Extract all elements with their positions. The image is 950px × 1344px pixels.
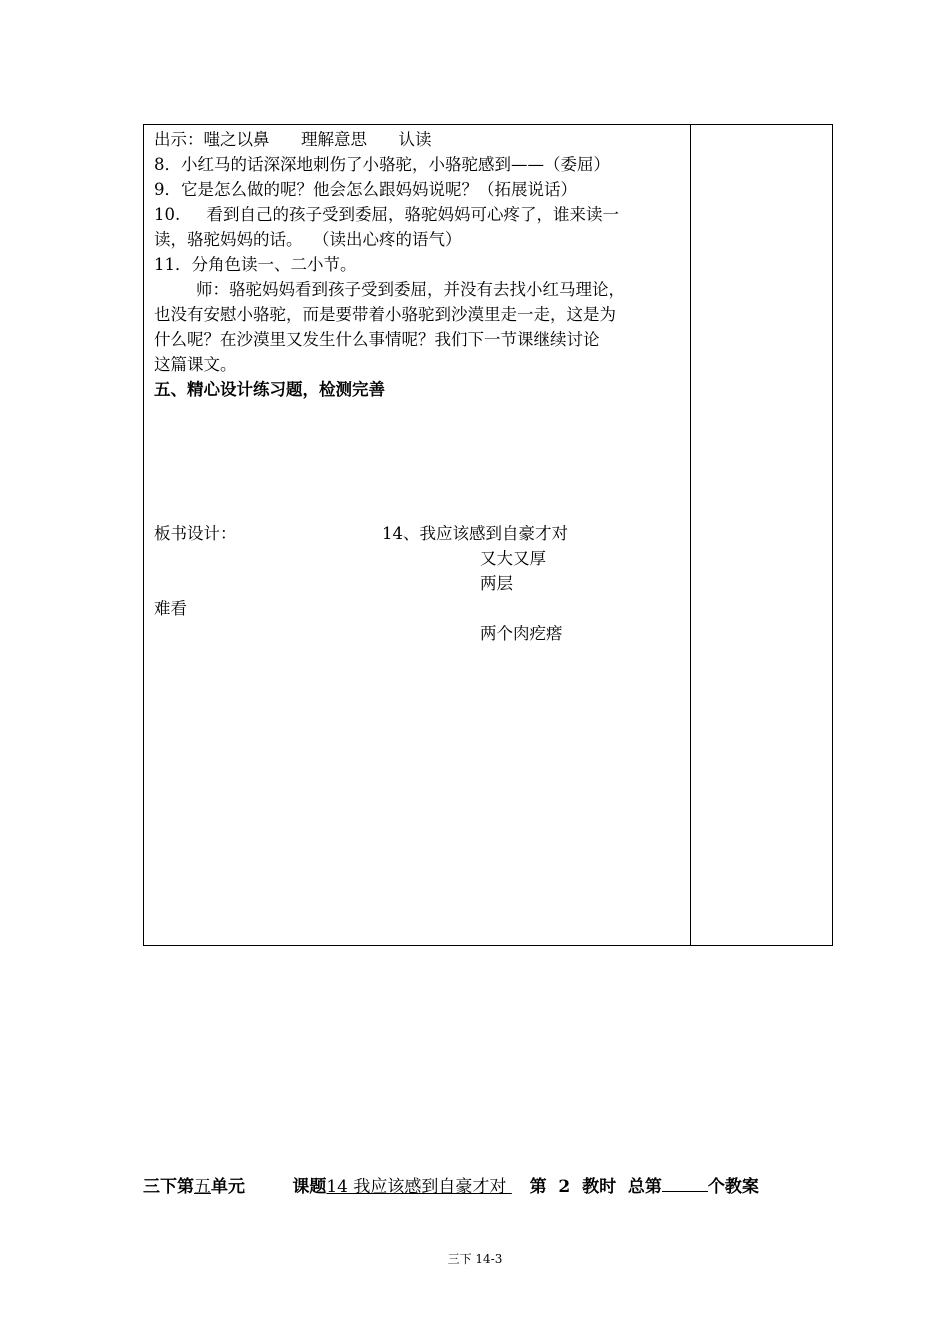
lesson-line: 9．它是怎么做的呢？他会怎么跟妈妈说呢？（拓展说话） xyxy=(154,180,577,199)
board-label: 板书设计： xyxy=(154,524,237,543)
lesson-line: 8．小红马的话深深地刺伤了小骆驼，小骆驼感到——（委屈） xyxy=(154,155,610,174)
topic-value: 14 我应该感到自豪才对 xyxy=(326,1177,512,1197)
lesson-table xyxy=(143,124,833,946)
column-divider xyxy=(690,125,691,945)
period-info: 第 2 教时 总第 xyxy=(529,1177,662,1197)
topic-label: 课题 xyxy=(292,1177,327,1197)
board-item: 两层 xyxy=(480,574,513,593)
lesson-line: 读，骆驼妈妈的话。 （读出心疼的语气） xyxy=(154,230,462,249)
lesson-footer xyxy=(143,1172,843,1197)
section-heading: 五、精心设计练习题，检测完善 xyxy=(154,380,385,399)
lesson-line: 出示：嗤之以鼻 理解意思 认读 xyxy=(154,130,432,149)
board-item: 两个肉疙瘩 xyxy=(480,624,563,643)
unit-prefix: 三下第 xyxy=(143,1177,194,1197)
lesson-line: 师：骆驼妈妈看到孩子受到委屈，并没有去找小红马理论， xyxy=(154,280,625,299)
plan-number-blank[interactable] xyxy=(662,1175,708,1192)
page-number: 三下 14-3 xyxy=(447,1252,503,1266)
lesson-line: 什么呢？在沙漠里又发生什么事情呢？我们下一节课继续讨论 xyxy=(154,330,600,349)
board-title: 14、我应该感到自豪才对 xyxy=(382,524,568,543)
board-item: 难看 xyxy=(154,599,187,618)
unit-suffix: 单元 xyxy=(211,1177,245,1197)
lesson-content xyxy=(154,127,684,402)
lesson-line: 也没有安慰小骆驼，而是要带着小骆驼到沙漠里走一走，这是为 xyxy=(154,305,616,324)
board-item: 又大又厚 xyxy=(480,549,546,568)
lesson-line: 这篇课文。 xyxy=(154,355,237,374)
lesson-line: 10. 看到自己的孩子受到委屈，骆驼妈妈可心疼了，谁来读一 xyxy=(154,205,619,224)
unit-number: 五 xyxy=(194,1177,211,1197)
lesson-line: 11．分角色读一、二小节。 xyxy=(154,255,357,274)
plan-suffix: 个教案 xyxy=(707,1177,759,1197)
